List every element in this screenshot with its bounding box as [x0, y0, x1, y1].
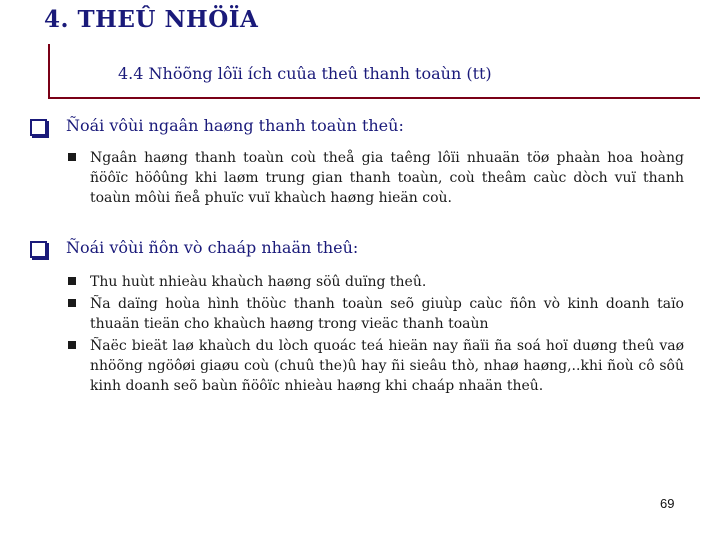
title-horizontal-rule	[48, 97, 700, 99]
slide-subtitle: 4.4 Nhöõng lôïi ích cuûa theû thanh toaùn (tt)	[118, 64, 492, 83]
bullet-list-bank	[68, 148, 684, 210]
bullet-text: Ña daïng hoùa hình thöùc thanh toaùn seõ giuùp caùc ñôn vò kinh doanh taïo thuaän tieän cho khaùch haøng trong vieäc thanh toaùn	[90, 296, 684, 332]
square-bullet-icon	[68, 277, 76, 285]
bullet-text: Thu huùt nhieàu khaùch haøng söû duïng theû.	[90, 274, 427, 290]
slide-title: 4. THEÛ NHÖÏA	[44, 6, 259, 33]
title-vertical-rule	[48, 44, 50, 98]
list-item	[68, 294, 684, 334]
bullet-text: Ñaëc bieät laø khaùch du lòch quoác teá hieän nay ñaïi ña soá hoï duøng theû vaø nhöõng ngöôøi giaøu coù (chuû the)û hay ñi sieâu thò, nhaø haøng,..khi ñoù cô sôû kinh doanh seõ baùn ñöôïc nhieàu haøng khi chaáp nhaän theû.	[90, 338, 684, 394]
section-heading: Ñoái vôùi ngaân haøng thanh toaùn theû:	[66, 116, 404, 135]
bullet-text: Ngaân haøng thanh toaùn coù theå gia taêng lôïi nhuaän töø phaàn hoa hoàng ñöôïc höôûng khi laøm trung gian thanh toaùn, coù theâm caùc dòch vuï thanh toaùn môùi ñeå phuïc vuï khaùch haøng hieän coù.	[90, 150, 684, 206]
square-bullet-icon	[68, 341, 76, 349]
square-bullet-icon	[68, 299, 76, 307]
checkbox-bullet-icon	[30, 119, 47, 136]
list-item	[68, 336, 684, 396]
list-item	[68, 272, 684, 292]
checkbox-bullet-icon	[30, 241, 47, 258]
list-item	[68, 148, 684, 208]
square-bullet-icon	[68, 153, 76, 161]
page-number: 69	[660, 496, 675, 511]
section-heading: Ñoái vôùi ñôn vò chaáp nhaän theû:	[66, 238, 359, 257]
bullet-list-merchant	[68, 272, 684, 398]
